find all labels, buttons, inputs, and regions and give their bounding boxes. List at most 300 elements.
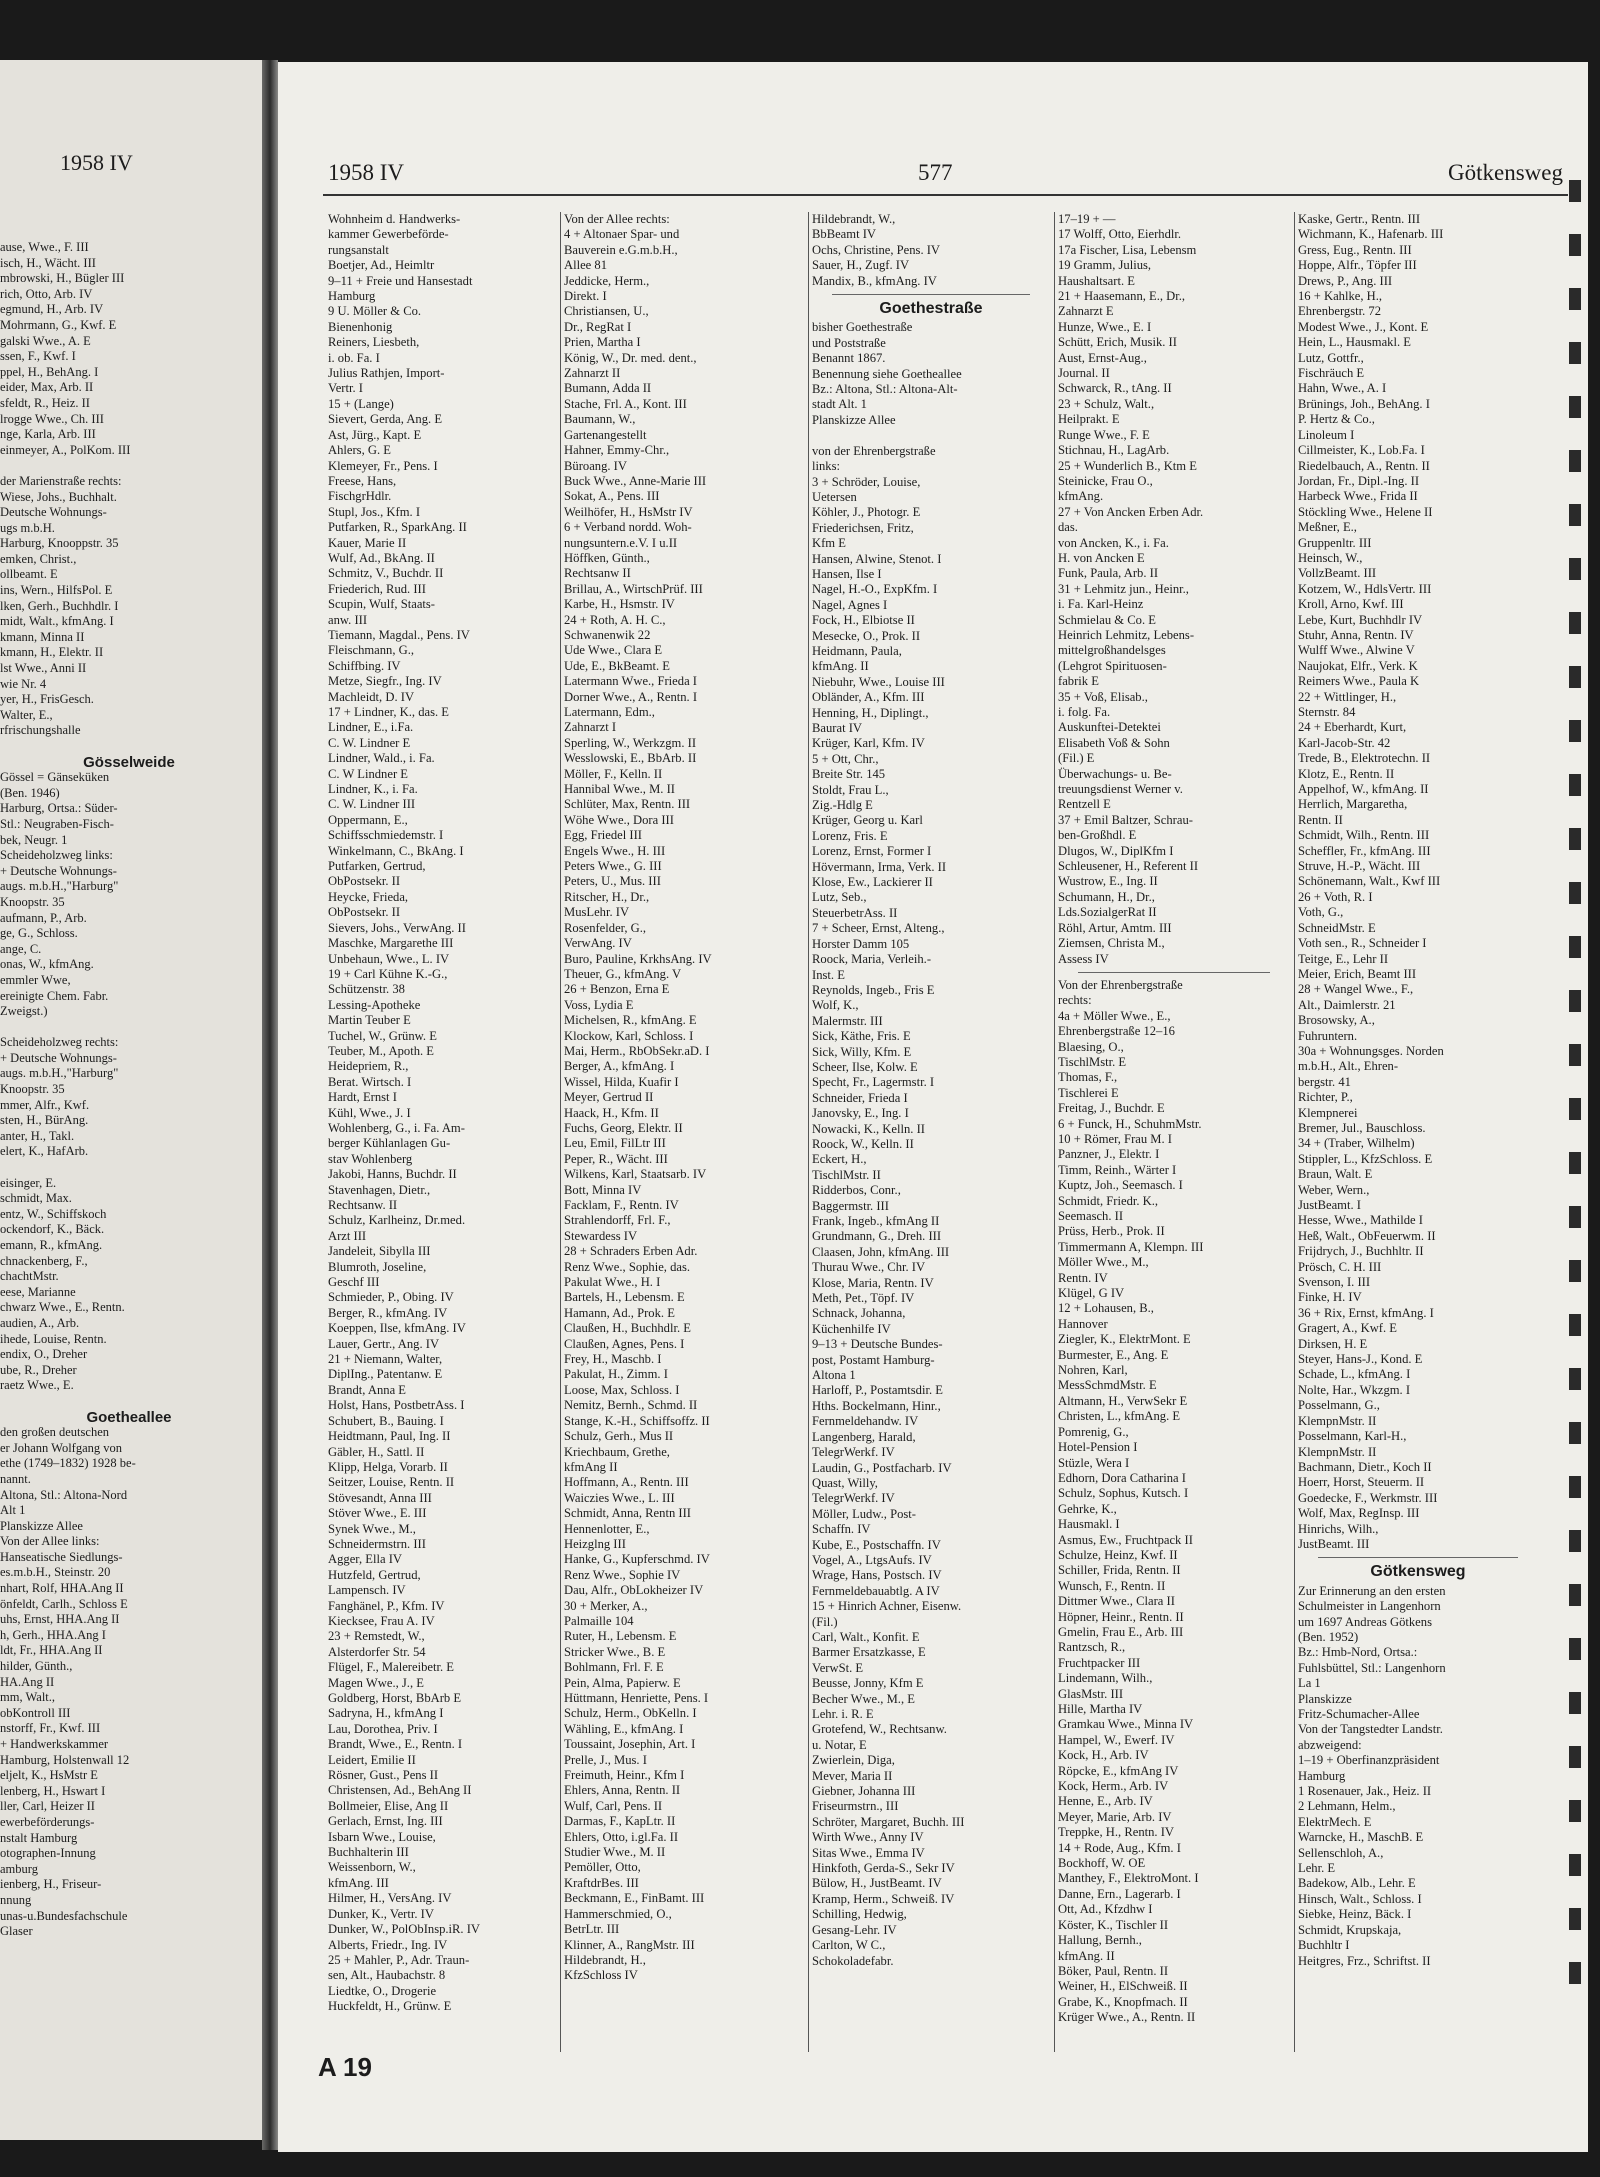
directory-entry: Bz.: Altona, Stl.: Altona-Alt- [812,382,958,397]
directory-entry: Hardt, Ernst I [328,1090,397,1105]
page-street-title: Götkensweg [1448,160,1563,185]
directory-entry: Meßner, E., [1298,520,1357,535]
left-page-line: HA.Ang II [0,1674,55,1689]
directory-entry: Palmaille 104 [564,1613,634,1628]
directory-entry: Köster, K., Tischler II [1058,1917,1169,1932]
directory-entry: 6 + Funck, H., SchuhmMstr. [1058,1116,1202,1131]
directory-entry: Ehrenbergstraße 12–16 [1058,1024,1175,1039]
directory-entry: fabrik E [1058,674,1099,689]
index-tab-strip [1567,180,1587,2080]
directory-entry: Funk, Paula, Arb. II [1058,566,1159,581]
directory-entry: Ude Wwe., Clara E [564,643,663,658]
directory-entry: Freitag, J., Buchdr. E [1058,1101,1165,1116]
left-page-line: lrogge Wwe., Ch. III [0,411,104,426]
directory-entry: Freese, Hans, [328,473,397,488]
directory-entry: Klockow, Karl, Schloss. I [564,1028,694,1043]
directory-entry: Böker, Paul, Rentn. II [1058,1963,1169,1978]
directory-entry: Lindner, Wald., i. Fa. [328,751,435,766]
directory-entry: 23 + Remstedt, W., [328,1629,425,1644]
directory-entry: Haushaltsart. E [1058,273,1135,288]
directory-entry: Toussaint, Josephin, Art. I [564,1737,696,1752]
directory-entry: Linoleum I [1298,427,1355,442]
directory-entry: 25 + Mahler, P., Adr. Traun- [328,1952,470,1967]
directory-entry: Engels Wwe., H. III [564,843,666,858]
directory-entry: Hallung, Bernh., [1058,1933,1142,1948]
directory-entry: Ehlers, Otto, i.gl.Fa. II [564,1829,679,1844]
directory-entry: Bülow, H., JustBeamt. IV [812,1876,942,1891]
section-divider [1318,1557,1518,1558]
directory-entry: Metze, Siegfr., Ing. IV [328,674,442,689]
left-page-line: Gössel = Gänseküken [0,770,110,785]
directory-entry: Hüttmann, Henriette, Pens. I [564,1691,709,1705]
directory-entry: Christiansen, U., [564,304,649,319]
directory-entry: Fuhruntern. [1298,1028,1358,1043]
left-page-line: Scheideholzweg rechts: [0,1035,119,1050]
directory-entry: Gruppenltr. III [1298,535,1372,550]
left-page-line: + Deutsche Wohnungs- [0,863,117,878]
directory-entry: Wolf, K., [812,998,859,1013]
left-page-line: ppel, H., BehAng. I [0,364,99,379]
directory-entry: Facklam, F., Rentn. IV [564,1198,679,1212]
left-page-line: eider, Max, Arb. II [0,380,94,395]
directory-entry: Winkelmann, C., BkAng. I [328,843,464,858]
directory-entry: Rentn. II [1298,812,1343,827]
left-page-line: nstalt Hamburg [0,1830,78,1845]
directory-entry: 17–19 + — [1058,212,1116,226]
left-page-line: es.m.b.H., Steinstr. 20 [0,1565,111,1580]
directory-entry: Schmitz, V., Buchdr. II [328,566,444,581]
directory-entry: Flügel, F., Malereibetr. E [328,1660,454,1675]
left-page-line: lken, Gerh., Buchhdlr. I [0,598,119,613]
directory-entry: Hoffmann, A., Rentn. III [564,1475,689,1490]
directory-entry: Schwarck, R., tAng. II [1058,381,1172,396]
directory-entry: Cillmeister, K., Lob.Fa. I [1298,443,1425,458]
directory-entry: Latermann Wwe., Frieda I [564,674,697,689]
left-page-line: ssen, F., Kwf. I [0,349,76,364]
directory-entry: Karl-Jacob-Str. 42 [1298,735,1391,750]
directory-entry: Jordan, Fr., Dipl.-Ing. II [1298,473,1420,488]
directory-entry: Fleischmann, G., [328,643,415,658]
directory-entry: Alsterdorfer Str. 54 [328,1644,426,1659]
directory-entry: Nagel, Agnes I [812,597,888,612]
directory-entry: (Fil.) E [1058,751,1095,766]
directory-entry: Büroang. IV [564,458,627,473]
directory-entry: (Fil.) [812,1614,838,1629]
directory-entry: BbBeamt IV [812,227,877,242]
directory-entry: Hannibal Wwe., M. II [564,782,675,797]
left-page-line: augs. m.b.H.,"Harburg" [0,879,119,894]
left-page-line: ins, Wern., HilfsPol. E [0,583,113,598]
directory-entry: Thurau Wwe., Chr. IV [812,1260,926,1275]
directory-entry: bisher Goethestraße [812,320,913,335]
directory-entry: Peper, R., Wächt. III [564,1151,668,1166]
directory-entry: Renz Wwe., Sophie, das. [564,1259,691,1274]
left-page-line: Mohrmann, G., Kwf. E [0,317,117,332]
directory-entry: Allee 81 [564,258,608,273]
directory-entry: Rosenfelder, G., [564,920,647,935]
directory-entry: Schneider, Frieda I [812,1090,908,1105]
directory-entry: Buck Wwe., Anne-Marie III [564,473,707,488]
directory-entry: Hinrichs, Wilh., [1298,1521,1379,1536]
directory-entry: Richter, P., [1298,1090,1353,1105]
directory-entry: Gramkau Wwe., Minna IV [1058,1717,1194,1732]
left-page-line: nannt. [0,1471,31,1486]
left-page-line: (Ben. 1946) [0,785,60,800]
directory-entry: Specht, Fr., Lagermstr. I [812,1075,935,1090]
directory-entry: Heinrich Lehmitz, Lebens- [1058,627,1195,642]
left-page-line: Von der Allee links: [0,1534,100,1549]
directory-entry: Pein, Alma, Papierw. E [564,1675,681,1690]
directory-entry: Friseurmstrn., III [812,1799,899,1814]
thumb-index-tab [1569,1368,1581,1390]
directory-entry: Leidert, Emilie II [328,1752,416,1767]
directory-entry: Kock, H., Arb. IV [1058,1748,1149,1763]
directory-entry: stadt Alt. 1 [812,397,867,412]
directory-entry: Kube, E., Postschaffn. IV [812,1537,941,1552]
directory-entry: Huckfeldt, H., Grünw. E [328,1999,452,2014]
directory-entry: Baurat IV [812,721,863,735]
section-divider [1078,972,1270,973]
directory-entry: Peters, U., Mus. III [564,874,661,889]
directory-entry: Karbe, H., Hsmstr. IV [564,597,675,612]
directory-entry: MessSchmdMstr. E [1058,1378,1157,1393]
left-page-line [0,458,258,474]
directory-entry: 3 + Schröder, Louise, [812,474,921,489]
directory-entry: Zig.-Hdlg E [812,798,873,813]
left-page-line: ethe (1749–1832) 1928 be- [0,1456,136,1471]
directory-entry: (Lehgrot Spirituosen- [1058,658,1167,673]
directory-entry: MusLehr. IV [564,905,630,920]
directory-entry: Stewardess IV [564,1228,638,1243]
directory-entry: C. W. Lindner E [328,735,411,750]
column-divider [560,212,561,2052]
directory-entry: Fernmeldebauabtlg. A IV [812,1583,940,1598]
column-divider [1294,212,1295,2052]
left-page-line: schmidt, Max. [0,1191,72,1206]
directory-entry: Lutz, Seb., [812,890,867,905]
directory-entry: Grundmann, G., Dreh. III [812,1229,942,1244]
thumb-index-tab [1569,828,1581,850]
directory-entry: Wöhe Wwe., Dora III [564,812,674,827]
directory-entry: Baumann, W., [564,412,636,427]
directory-entry: Goldberg, Horst, BbArb E [328,1691,462,1705]
directory-entry: Ast, Jürg., Kapt. E [328,427,422,442]
left-page-line: emmler Wwe, [0,972,71,987]
directory-entry: Kuptz, Joh., Seemasch. I [1058,1178,1183,1193]
left-page-line: Hanseatische Siedlungs- [0,1549,123,1564]
directory-entry: Krüger Wwe., A., Rentn. II [1058,2010,1196,2025]
directory-entry: Hutzfeld, Gertrud, [328,1567,421,1582]
directory-entry: Panzner, J., Elektr. I [1058,1147,1160,1162]
directory-entry: Gragert, A., Kwf. E [1298,1321,1397,1336]
directory-entry: KlempnMstr. II [1298,1444,1377,1459]
directory-entry: Jeddicke, Herm., [564,273,650,288]
left-page-line: rfrischungshalle [0,723,81,738]
directory-entry: 7 + Scheer, Ernst, Alteng., [812,921,945,936]
thumb-index-tab [1569,1530,1581,1552]
directory-entry: rechts: [1058,993,1092,1008]
directory-entry: Elisabeth Voß & Sohn [1058,735,1170,750]
directory-entry: 19 Gramm, Julius, [1058,258,1152,273]
directory-entry: Heß, Walt., ObFeuerwm. II [1298,1228,1436,1243]
directory-entry: Gesang-Lehr. IV [812,1922,897,1937]
directory-entry: mittelgroßhandelsges [1058,643,1166,658]
directory-entry: Lau, Dorothea, Priv. I [328,1721,438,1736]
directory-entry: Schmidt, Friedr. K., [1058,1193,1159,1208]
left-page-line: ienberg, H., Friseur- [0,1877,102,1892]
directory-entry: ObPostsekr. II [328,874,401,889]
directory-entry: Darmas, F., KapLtr. II [564,1814,676,1829]
directory-entry: Christen, L., kfmAng. E [1058,1409,1181,1424]
directory-entry: Buchhltr I [1298,1938,1350,1953]
directory-entry: Holst, Hans, PostbetrAss. I [328,1398,465,1413]
directory-entry: Lindner, E., i.Fa. [328,720,414,735]
directory-entry: Posselmann, Karl-H., [1298,1429,1407,1444]
directory-entry: Schulz, Herm., ObKelln. I [564,1706,697,1721]
thumb-index-tab [1569,234,1581,256]
directory-entry: bergstr. 41 [1298,1074,1351,1089]
directory-entry: i. ob. Fa. I [328,350,380,365]
directory-entry: Sitas Wwe., Emma IV [812,1845,925,1860]
directory-entry: Dunker, W., PolObInsp.iR. IV [328,1922,481,1937]
directory-entry: Beusse, Jonny, Kfm E [812,1676,924,1691]
left-page-line: raetz Wwe., E. [0,1378,74,1393]
directory-entry: Giebner, Johanna III [812,1784,916,1799]
section-divider [832,294,1030,295]
directory-entry: Lindemann, Wilh., [1058,1671,1153,1686]
directory-entry: Frank, Ingeb., kfmAng II [812,1214,940,1228]
directory-entry: Hampel, W., Ewerf. IV [1058,1732,1175,1747]
directory-entry: Voss, Lydia E [564,997,634,1012]
directory-entry: 17 Wolff, Otto, Eierhdlr. [1058,227,1182,242]
directory-entry: Möller, F., Kelln. II [564,766,663,781]
thumb-index-tab [1569,558,1581,580]
directory-entry: Haack, H., Kfm. II [564,1105,659,1120]
directory-entry: Dirksen, H. E [1298,1336,1368,1351]
directory-entry: Lessing-Apotheke [328,997,421,1012]
directory-entry: 24 + Eberhardt, Kurt, [1298,720,1407,735]
left-page-content [0,240,258,1940]
left-page-line: ause, Wwe., F. III [0,240,89,254]
directory-entry: Danne, Ern., Lagerarb. I [1058,1886,1181,1901]
directory-entry: Fritz-Schumacher-Allee [1298,1707,1420,1721]
directory-entry: Berat. Wirtsch. I [328,1074,412,1089]
left-page-line: Alt 1 [0,1503,26,1518]
thumb-index-tab [1569,1152,1581,1174]
directory-entry: Rechtsanw. II [328,1198,398,1212]
directory-entry: (Ben. 1952) [1298,1629,1359,1644]
directory-entry: Studier Wwe., M. II [564,1845,666,1860]
left-page-line: rich, Otto, Arb. IV [0,286,93,301]
directory-entry: Seemasch. II [1058,1209,1124,1223]
directory-entry: Koeppen, Ilse, kfmAng. IV [328,1321,466,1336]
directory-entry: Höffken, Günth., [564,550,650,565]
directory-entry: 17 + Lindner, K., das. E [328,705,449,719]
directory-entry: VerwAng. IV [564,936,632,951]
directory-entry: Steyer, Hans-J., Kond. E [1298,1352,1423,1367]
left-page-line: sfeldt, R., Heiz. II [0,395,90,410]
directory-entry: Fuchs, Georg, Elektr. II [564,1120,683,1135]
directory-entry: Hotel-Pension I [1058,1440,1138,1455]
directory-entry: Bremer, Jul., Bauschloss. [1298,1120,1426,1135]
left-page-line: Gösselweide [83,753,175,771]
page-header [328,160,1563,192]
directory-entry: ben-Großhdl. E [1058,828,1137,843]
directory-entry: 24 + Roth, A. H. C., [564,612,666,627]
left-page-line: ewerbeförderungs- [0,1814,95,1829]
directory-entry: Riedelbauch, A., Rentn. II [1298,458,1430,473]
directory-entry: Ziemsen, Christa M., [1058,936,1165,951]
thumb-index-tab [1569,990,1581,1012]
directory-entry: Hoppe, Alfr., Töpfer III [1298,258,1417,273]
directory-entry: Synek Wwe., M., [328,1521,416,1536]
directory-entry: Hildebrandt, H., [564,1952,646,1967]
directory-entry: Heidtmann, Paul, Ing. II [328,1429,451,1444]
directory-entry: 6 + Verband nordd. Woh- [564,520,692,535]
left-page-line: uhs, Ernst, HHA.Ang II [0,1612,120,1627]
left-page-line: lst Wwe., Anni II [0,661,87,676]
directory-entry: Boetjer, Ad., Heimltr [328,258,435,273]
left-page-line: er Johann Wolfgang von [0,1440,123,1455]
directory-entry: Liedtke, O., Drogerie [328,1983,437,1998]
directory-entry: Strahlendorff, Frl. F., [564,1213,671,1228]
thumb-index-tab [1569,1476,1581,1498]
thumb-index-tab [1569,1422,1581,1444]
directory-entry: Weiner, H., ElSchweiß. II [1058,1979,1188,1994]
directory-entry: 9 U. Möller & Co. [328,304,422,319]
directory-entry: Höpner, Heinr., Rentn. II [1058,1609,1184,1624]
directory-entry: Prien, Martha I [564,335,641,350]
directory-entry: KlempnMstr. II [1298,1413,1377,1428]
left-page-line: + Handwerkskammer [0,1737,109,1751]
directory-entry: Hövermann, Irma, Verk. II [812,859,947,874]
directory-entry: Schubert, B., Bauing. I [328,1413,444,1428]
directory-entry: Altmann, H., VerwSekr E [1058,1393,1188,1408]
left-page-line: yer, H., FrisGesch. [0,692,94,707]
left-page-line: endix, O., Dreher [0,1347,88,1362]
directory-entry: Sokat, A., Pens. III [564,489,660,504]
directory-entry: ElektrMech. E [1298,1814,1372,1829]
directory-entry: Schneidermstrn. III [328,1536,426,1551]
directory-entry: TelegrWerkf. IV [812,1445,895,1460]
directory-entry: Prelle, J., Mus. I [564,1752,647,1767]
directory-entry: Svenson, I. III [1298,1275,1371,1290]
directory-entry: Schilling, Hedwig, [812,1907,907,1922]
directory-entry: Sternstr. 84 [1298,705,1356,719]
directory-entry: Beckmann, E., FinBamt. III [564,1891,705,1906]
directory-entry: Loose, Max, Schloss. I [564,1382,680,1397]
directory-entry: Hamburg [328,289,376,304]
directory-entry: Klinner, A., RangMstr. III [564,1937,695,1952]
left-page-line: Planskizze Allee [0,1518,83,1533]
directory-entry: Wulff Wwe., Alwine V [1298,643,1415,658]
directory-entry: Bauverein e.G.m.b.H., [564,242,678,257]
directory-entry: 21 + Haasemann, E., Dr., [1058,289,1186,304]
directory-entry: Stoldt, Frau L., [812,782,889,797]
directory-entry: Köhler, J., Photogr. E [812,505,921,520]
directory-entry: um 1697 Andreas Götkens [1298,1614,1432,1629]
directory-entry: Hinkfoth, Gerda-S., Sekr IV [812,1861,955,1876]
street-heading: Goethestraße [879,300,983,318]
directory-entry: 9–13 + Deutsche Bundes- [812,1337,943,1352]
directory-entry: JustBeamt. I [1298,1198,1361,1212]
directory-entry: Stöckling Wwe., Helene II [1298,504,1433,519]
directory-entry: 28 + Wangel Wwe., F., [1298,982,1414,997]
directory-entry: 16 + Kahlke, H., [1298,289,1383,304]
left-page-line: nnung [0,1892,32,1907]
thumb-index-tab [1569,666,1581,688]
directory-entry: m.b.H., Alt., Ehren- [1298,1059,1399,1074]
directory-entry: Hansen, Ilse I [812,566,882,581]
directory-entry: Waiczies Wwe., L. III [564,1490,675,1505]
directory-entry: Weilhöfer, H., HsMstr IV [564,504,693,519]
left-page-line: nhart, Rolf, HHA.Ang II [0,1581,124,1596]
thumb-index-tab [1569,504,1581,526]
directory-entry: Dr., RegRat I [564,319,632,334]
directory-entry: 22 + Wittlinger, H., [1298,689,1397,704]
left-page-fragment [0,60,262,2140]
directory-entry: Wichmann, K., Hafenarb. III [1298,227,1444,242]
directory-entry: Roock, W., Kelln. II [812,1136,914,1151]
thumb-index-tab [1569,774,1581,796]
directory-entry: Stricker Wwe., B. E [564,1644,666,1659]
left-page-line [0,1160,258,1176]
thumb-index-tab [1569,1638,1581,1660]
directory-entry: Schlüter, Max, Rentn. III [564,797,691,812]
directory-entry: Geschf III [328,1275,380,1290]
directory-entry: Klose, Maria, Rentn. IV [812,1275,934,1290]
directory-entry: sen, Alt., Haubachstr. 8 [328,1968,446,1983]
directory-entry: 31 + Lehmitz jun., Heinr., [1058,581,1189,596]
directory-entry: Berger, A., kfmAng. I [564,1059,675,1074]
directory-entry: Bartels, H., Lebensm. E [564,1290,685,1305]
directory-entry: Buchhalterin III [328,1845,409,1860]
directory-entry: SchneidMstr. E [1298,920,1376,935]
directory-entry: Bockhoff, W. OE [1058,1856,1146,1871]
thumb-index-tab [1569,1692,1581,1714]
left-page-line: Stl.: Neugraben-Fisch- [0,816,114,831]
directory-entry: Runge Wwe., F. E [1058,427,1150,442]
directory-entry: Von der Allee rechts: [564,212,670,226]
directory-entry: 4a + Möller Wwe., E., [1058,1008,1171,1023]
directory-entry: Schwanenwik 22 [564,627,651,642]
directory-entry: Freimuth, Heinr., Kfm I [564,1768,685,1783]
directory-entry: Stavenhagen, Dietr., [328,1182,431,1197]
directory-entry: Zahnarzt II [564,366,621,381]
book-gutter [262,60,278,2150]
directory-entry: Rösner, Gust., Pens II [328,1768,439,1783]
directory-entry: 26 + Benzon, Erna E [564,982,670,997]
directory-entry: Schleusener, H., Referent II [1058,859,1199,874]
left-page-line: Goetheallee [86,1408,172,1426]
directory-entry: Schmidt, Wilh., Rentn. III [1298,828,1430,843]
directory-entry: Rentn. IV [1058,1270,1108,1285]
left-page-line [0,1020,258,1036]
directory-entry: u. Notar, E [812,1737,867,1752]
directory-entry: Ruter, H., Lebensm. E [564,1629,677,1644]
directory-entry: kfmAng. II [812,659,869,674]
directory-entry: Carl, Walt., Konfit. E [812,1629,920,1644]
directory-entry: Hoerr, Horst, Steuerm. II [1298,1475,1425,1490]
left-page-line: obKontroll III [0,1705,71,1720]
page-number: 577 [918,160,953,185]
directory-entry: Brillau, A., WirtschPrüf. III [564,581,703,596]
directory-entry: 21 + Niemann, Walter, [328,1352,443,1367]
directory-entry: Meier, Erich, Beamt III [1298,966,1417,981]
directory-entry: KraftdrBes. III [564,1875,639,1890]
directory-entry: 5 + Ott, Chr., [812,751,879,766]
left-page-line: galski Wwe., A. E [0,333,91,348]
